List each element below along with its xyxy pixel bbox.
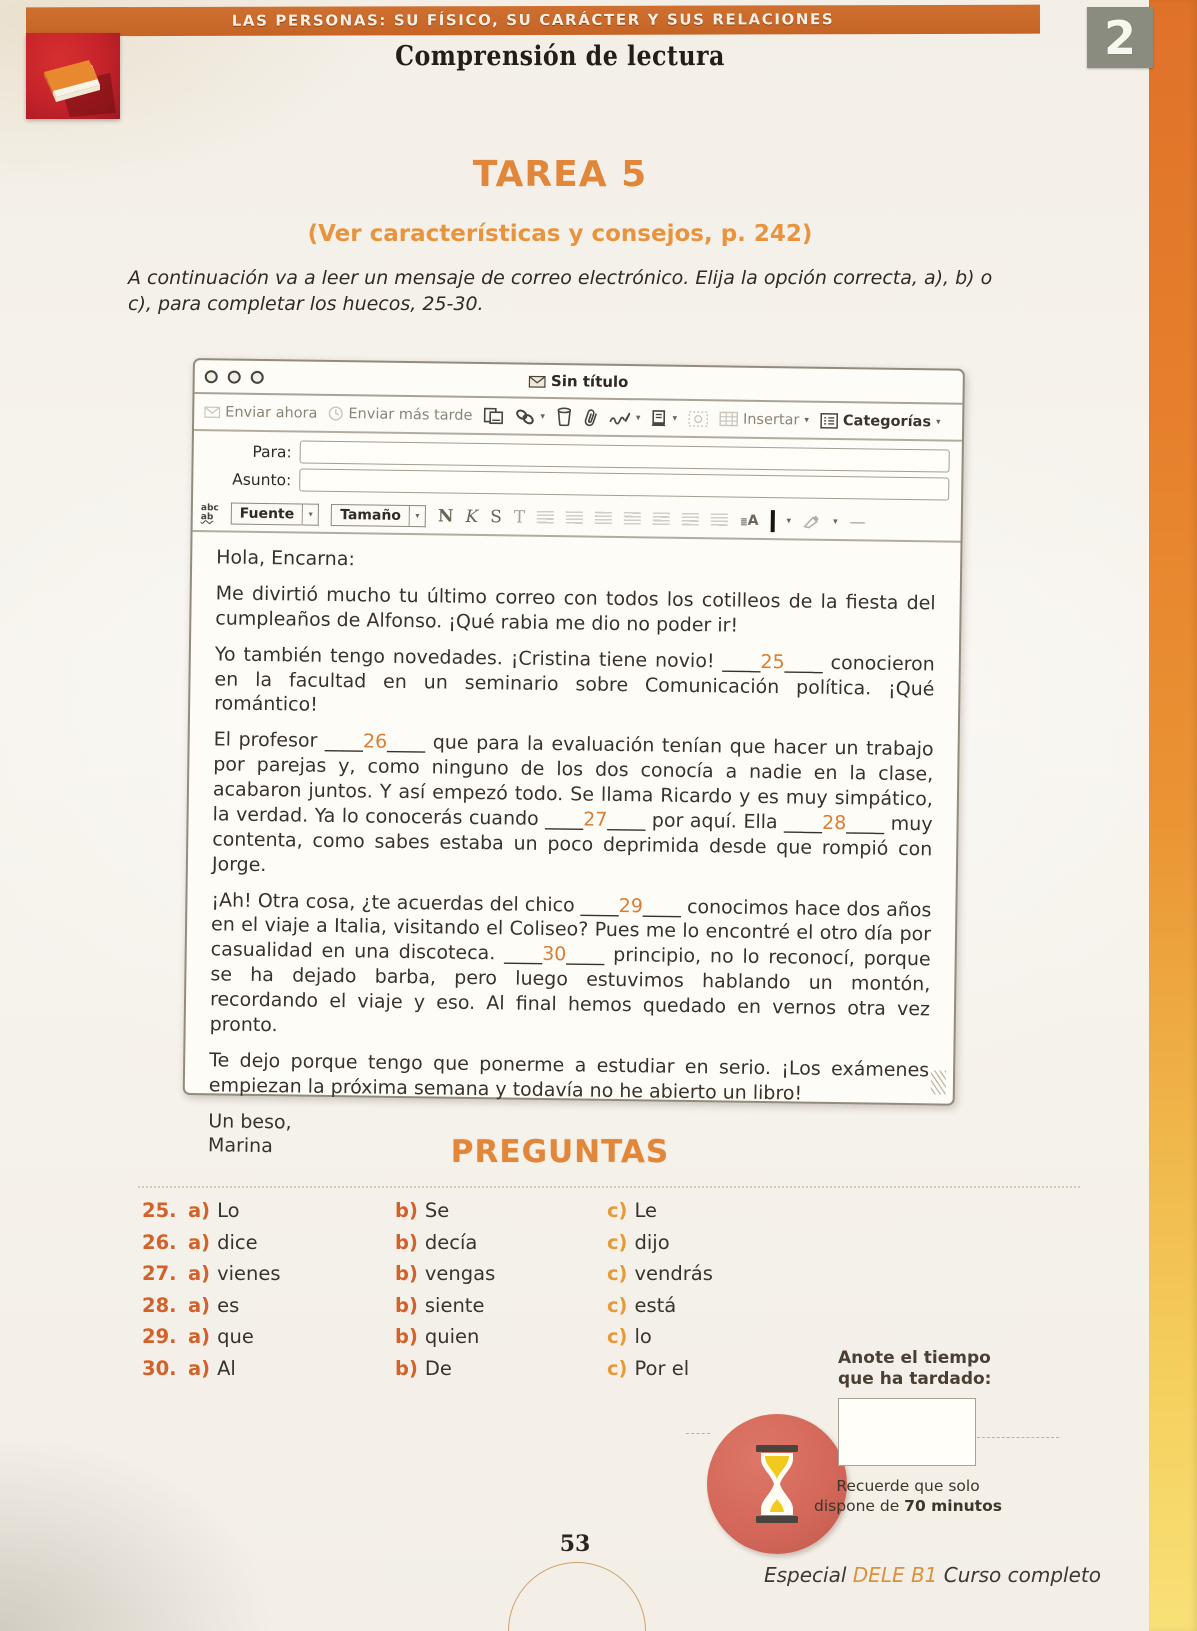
email-paragraph: Un beso, Marina [207, 1109, 292, 1158]
option-c [607, 1263, 922, 1285]
zoom-window-icon[interactable] [251, 370, 264, 383]
page-number: 53 [559, 1531, 591, 1557]
link-icon [515, 408, 535, 424]
option-text: dice [217, 1230, 258, 1254]
to-label: Para: [252, 442, 292, 461]
footer-arc [508, 1562, 646, 1631]
priority-button[interactable] [651, 409, 677, 427]
option-text: vienes [217, 1262, 281, 1285]
option-label: b) [395, 1230, 418, 1254]
caret-down-icon: ▾ [935, 416, 941, 427]
option-label: b) [395, 1356, 418, 1380]
highlighter-icon[interactable] [803, 514, 821, 528]
option-label: b) [395, 1262, 418, 1285]
signature-icon [609, 409, 631, 426]
list-icon [820, 412, 838, 428]
option-b [395, 1295, 607, 1317]
option-text: Le [634, 1199, 658, 1222]
delete-button[interactable] [556, 407, 572, 426]
insert-button[interactable]: Insertar ▾ [719, 411, 809, 428]
envelope-icon [529, 376, 546, 388]
option-label: c) [607, 1262, 628, 1285]
option-text: Por el [634, 1356, 690, 1380]
option-b [395, 1358, 607, 1380]
option-text: siente [424, 1293, 485, 1317]
underline-button[interactable]: S [490, 506, 503, 527]
caret-down-icon: ▾ [540, 411, 546, 422]
option-a [188, 1358, 395, 1380]
task-title: TAREA 5 [472, 154, 648, 195]
blank-number: 27 [583, 808, 608, 831]
question-row [142, 1232, 922, 1254]
option-text: quien [424, 1325, 480, 1348]
dashed-line [977, 1437, 1059, 1438]
stamp-button[interactable] [688, 410, 708, 426]
size-select[interactable]: Tamaño ▾ [331, 503, 426, 526]
to-field-row [194, 439, 950, 473]
book-icon [26, 33, 120, 119]
option-text: Al [217, 1356, 236, 1380]
time-entry-box[interactable] [838, 1398, 976, 1466]
trash-icon [556, 407, 572, 426]
blank-number: 29 [618, 894, 644, 917]
email-body [184, 532, 961, 1169]
subject-label: Asunto: [232, 470, 292, 489]
email-paragraph: Me divirtió mucho tu último correo con todos los cotilleos de la fiesta del cumpleaños de Alfonso. ¡Qué rabia me dio no poder ir! [215, 582, 936, 637]
question-row [142, 1200, 922, 1222]
caret-down-icon: ▾ [786, 515, 792, 526]
align-right-icon[interactable] [595, 512, 612, 525]
question-number: 26. [142, 1230, 177, 1254]
outdent-icon[interactable] [682, 513, 699, 526]
signature-button[interactable] [609, 409, 641, 426]
question-number: 27. [142, 1262, 177, 1285]
option-text: De [424, 1356, 452, 1380]
envelope-icon [204, 406, 220, 418]
option-text: lo [634, 1325, 652, 1348]
option-a [188, 1263, 395, 1285]
task-instructions: A continuación va a leer un mensaje de correo electrónico. Elija la opción correcta, a), b) o c), para completar los huecos, 25-30. [128, 267, 993, 316]
caret-down-icon: ▾ [303, 503, 319, 525]
italic-button[interactable]: K [465, 506, 479, 527]
option-label: c) [607, 1325, 628, 1348]
close-window-icon[interactable] [205, 370, 218, 383]
stamp-icon [688, 410, 708, 426]
chapter-band [26, 5, 1040, 37]
timer-reminder: Recuerde que solo dispone de 70 minutos [814, 1477, 1002, 1515]
question-row [142, 1326, 922, 1348]
option-label: b) [395, 1199, 418, 1222]
option-text: vendrás [634, 1262, 713, 1285]
option-label: a) [188, 1230, 211, 1254]
option-text: decía [424, 1230, 478, 1254]
option-c [607, 1326, 922, 1348]
option-c [607, 1200, 922, 1222]
question-row [142, 1263, 922, 1285]
timer-note: Anote el tiempo que ha tardado: [838, 1348, 992, 1389]
option-text: dijo [634, 1230, 670, 1254]
caret-down-icon: ▾ [804, 415, 810, 426]
option-text: está [634, 1293, 677, 1317]
chapter-number: 2 [1103, 10, 1136, 65]
questions-heading: PREGUNTAS [450, 1134, 670, 1170]
option-label: a) [188, 1325, 211, 1348]
chapter-band-title: LAS PERSONAS: SU FÍSICO, SU CARÁCTER Y SUS RELACIONES [231, 10, 835, 30]
option-c [607, 1295, 922, 1317]
to-input[interactable] [300, 441, 950, 473]
option-label: a) [188, 1262, 211, 1285]
option-label: a) [188, 1356, 211, 1380]
option-label: a) [188, 1199, 211, 1222]
option-label: b) [395, 1325, 418, 1348]
question-row [142, 1295, 922, 1317]
option-b [395, 1263, 607, 1285]
table-icon [719, 411, 738, 426]
option-c [607, 1232, 922, 1254]
option-b [395, 1232, 607, 1254]
subject-input[interactable] [299, 468, 949, 500]
email-paragraph: Yo también tengo novedades. ¡Cristina tiene novio! ____25____ conocieron en la facultad en un seminario sobre Comunicación política. ¡Qué romántico! [214, 642, 935, 717]
indent-icon[interactable] [711, 513, 728, 526]
option-text: es [217, 1293, 240, 1317]
window-title: Sin título [195, 367, 963, 396]
book-icon-graphic [26, 33, 120, 119]
task-subtitle: (Ver características y consejos, p. 242) [307, 221, 813, 247]
option-a [188, 1200, 395, 1222]
question-row [142, 1358, 922, 1380]
numbered-list-icon[interactable] [653, 512, 670, 525]
blank-number: 30 [542, 943, 567, 966]
attach-button[interactable] [583, 407, 598, 427]
option-text: que [217, 1325, 254, 1348]
teletype-button[interactable]: T [513, 506, 526, 528]
dashed-divider [138, 1186, 1080, 1188]
clock-icon [328, 406, 343, 421]
spellcheck-icon[interactable]: abc ab [200, 502, 219, 522]
questions-list [142, 1200, 922, 1389]
page-edge-gradient [1149, 0, 1197, 1631]
email-paragraph: El profesor ____26____ que para la evaluación tenían que hacer un trabajo por parejas y, como ninguno de los dos conocía a nadie en la clase, acabaron juntos. Y así empezó todo. Se llama Ricardo y es muy simpático, la verdad. Ya lo conocerás cuando ____27____ por aquí. Ella ____28____ muy contenta, como sabes estaba un poco deprimida desde que rompió con Jorge. [211, 728, 934, 876]
send-later-button[interactable]: Enviar más tarde [328, 405, 472, 423]
option-label: c) [607, 1199, 628, 1222]
option-a [188, 1295, 395, 1317]
question-number: 29. [142, 1325, 177, 1348]
question-number: 28. [142, 1293, 177, 1317]
option-label: c) [607, 1230, 628, 1254]
email-paragraph: Te dejo porque tengo que ponerme a estudiar en serio. ¡Los exámenes empiezan la próxima semana y todavía no he abierto un libro! [208, 1049, 930, 1105]
email-paragraph: ¡Ah! Otra cosa, ¿te acuerdas del chico ____29____ conocimos hace dos años en el viaje a Italia, visitando el Coliseo? Pues me lo encontré el otro día por casualidad en una discoteca. ____30____ principio, no lo reconocí, porque se ha dejado barba, pero luego estuvimos hablando un montón, recordando el viaje y eso. Al final hemos quedado en vernos otra vez pronto. [209, 888, 932, 1037]
option-b [395, 1200, 607, 1222]
option-a [188, 1232, 395, 1254]
option-label: c) [607, 1293, 628, 1317]
option-label: a) [188, 1293, 211, 1317]
categories-button[interactable]: Categorías ▾ [820, 412, 941, 430]
email-paragraph: Hola, Encarna: [216, 546, 355, 571]
option-label: c) [607, 1356, 628, 1380]
window-controls [205, 370, 264, 384]
font-color-button[interactable]: ≣A [740, 512, 759, 529]
question-number: 30. [142, 1356, 177, 1380]
align-left-icon[interactable] [537, 511, 554, 524]
option-label: b) [395, 1293, 418, 1317]
blank-number: 26 [362, 730, 388, 753]
question-number: 25. [142, 1199, 177, 1222]
link-button[interactable] [515, 408, 545, 424]
minimize-window-icon[interactable] [228, 370, 241, 383]
send-now-button[interactable]: Enviar ahora [204, 404, 317, 422]
option-text: Se [424, 1199, 450, 1222]
caret-down-icon: ▾ [635, 412, 641, 423]
section-title: Comprensión de lectura [395, 41, 725, 72]
paperclip-icon [583, 407, 598, 427]
option-a [188, 1326, 395, 1348]
copy-icon [483, 407, 504, 425]
bullet-list-icon[interactable] [624, 512, 641, 525]
chapter-number-tab [1087, 7, 1153, 68]
blank-number: 28 [821, 811, 847, 835]
caret-down-icon: ▾ [672, 413, 678, 424]
imprint: Especial DELE B1 Curso completo [764, 1563, 1101, 1587]
font-select[interactable]: Fuente ▾ [231, 502, 320, 525]
align-center-icon[interactable] [566, 511, 583, 524]
bold-button[interactable]: N [437, 505, 454, 527]
caret-down-icon: ▾ [833, 516, 838, 527]
flag-icon [651, 409, 667, 427]
option-b [395, 1326, 607, 1348]
resize-grip-icon[interactable] [931, 1070, 946, 1094]
subject-field-row [193, 467, 949, 501]
text-cursor [770, 510, 774, 532]
option-text: Lo [217, 1199, 240, 1222]
horizontal-rule-icon[interactable]: — [849, 512, 866, 532]
option-text: vengas [424, 1262, 496, 1285]
dashed-line [686, 1433, 710, 1434]
copy-button[interactable] [483, 407, 504, 425]
blank-number: 25 [760, 650, 785, 673]
email-fields [193, 431, 962, 501]
caret-down-icon: ▾ [410, 505, 426, 527]
